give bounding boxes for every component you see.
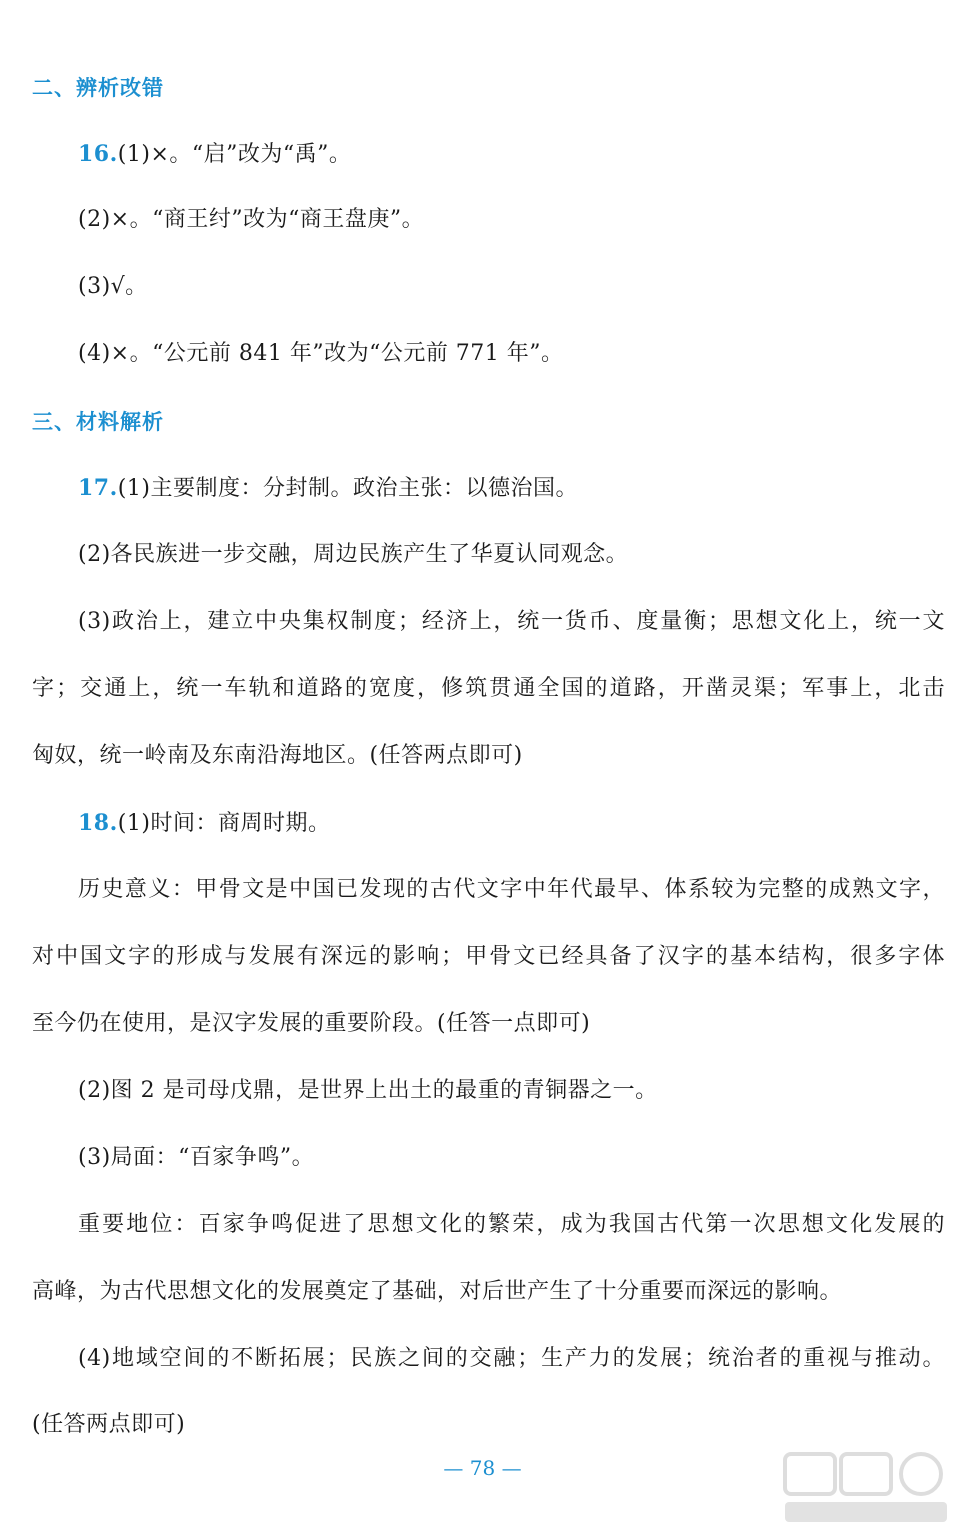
q18-line-5b: 高峰，为古代思想文化的发展奠定了基础，对后世产生了十分重要而深远的影响。 bbox=[32, 1279, 843, 1304]
section-heading-bianxi: 二、辨析改错 bbox=[32, 76, 164, 100]
q18-line-6a: (4)地域空间的不断拓展；民族之间的交融；生产力的发展；统治者的重视与推动。 bbox=[78, 1346, 945, 1371]
q17-line-3a: (3)政治上，建立中央集权制度；经济上，统一货币、度量衡；思想文化上，统一文 bbox=[78, 609, 945, 634]
q18-line-4: (3)局面：“百家争鸣”。 bbox=[78, 1145, 315, 1170]
q16-line-1: 16.(1)×。“启”改为“禹”。 bbox=[78, 141, 352, 167]
q17-line-1: 17.(1)主要制度：分封制。政治主张：以德治国。 bbox=[78, 475, 578, 501]
q16-line-2: (2)×。“商王纣”改为“商王盘庚”。 bbox=[78, 207, 425, 232]
q18-line-1: 18.(1)时间：商周时期。 bbox=[78, 810, 331, 836]
watermark-logo-icon bbox=[781, 1448, 951, 1528]
question-number-16: 16. bbox=[78, 141, 118, 167]
q18-line-3: (2)图 2 是司母戊鼎，是世界上出土的最重的青铜器之一。 bbox=[78, 1078, 658, 1103]
question-number-17: 17. bbox=[78, 475, 118, 501]
q16-line-3: (3)√。 bbox=[78, 274, 148, 299]
question-number-18: 18. bbox=[78, 810, 118, 836]
q17-line-3c: 匈奴，统一岭南及东南沿海地区。(任答两点即可) bbox=[32, 743, 523, 768]
section-heading-cailiao: 三、材料解析 bbox=[32, 410, 164, 434]
q18-line-5a: 重要地位：百家争鸣促进了思想文化的繁荣，成为我国古代第一次思想文化发展的 bbox=[78, 1212, 945, 1237]
q18-line-2c: 至今仍在使用，是汉字发展的重要阶段。(任答一点即可) bbox=[32, 1011, 591, 1036]
q17-line-2: (2)各民族进一步交融，周边民族产生了华夏认同观念。 bbox=[78, 542, 629, 567]
q17-line-3b: 字；交通上，统一车轨和道路的宽度，修筑贯通全国的道路，开凿灵渠；军事上，北击 bbox=[32, 676, 945, 701]
page-number: — 78 — bbox=[443, 1456, 522, 1480]
q16-line-4: (4)×。“公元前 841 年”改为“公元前 771 年”。 bbox=[78, 341, 564, 366]
q18-line-2b: 对中国文字的形成与发展有深远的影响；甲骨文已经具备了汉字的基本结构，很多字体 bbox=[32, 944, 945, 969]
q18-line-2a: 历史意义：甲骨文是中国已发现的古代文字中年代最早、体系较为完整的成熟文字， bbox=[78, 877, 945, 902]
q18-line-6b: (任答两点即可) bbox=[32, 1412, 186, 1437]
